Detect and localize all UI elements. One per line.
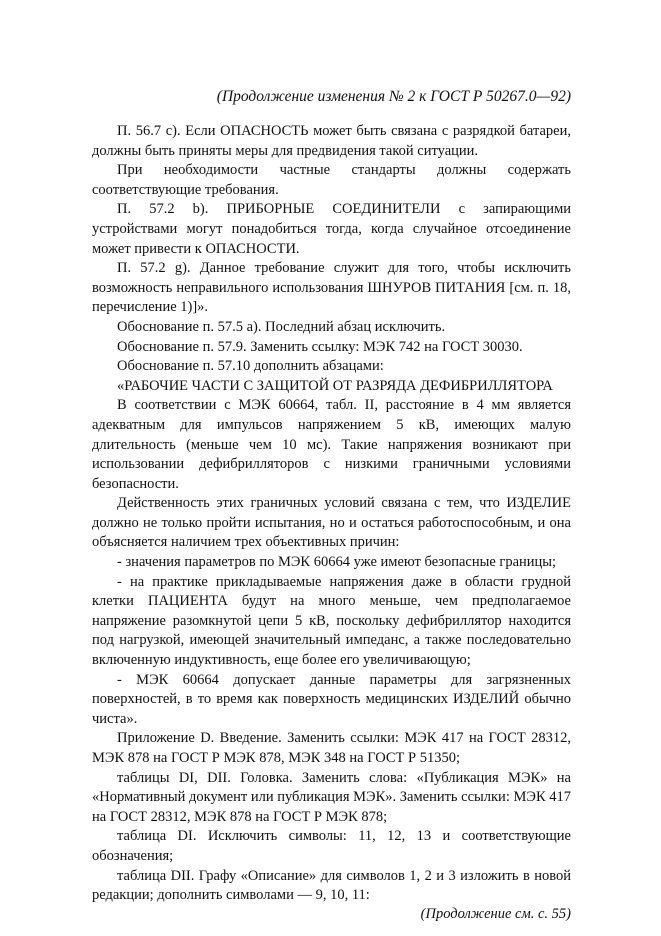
paragraph-tables-di-dii: таблицы DI, DII. Головка. Заменить слова: «Публикация МЭК» на «Нормативный документ или публикация МЭК». Заменить ссылки: МЭК 417 на ГОСТ 28312, МЭК 878 на ГОСТ Р МЭК 878;: [92, 769, 571, 825]
paragraph-rationale-57-9: Обоснование п. 57.9. Заменить ссылку: МЭК 742 на ГОСТ 30030.: [117, 338, 523, 355]
document-body: [92, 122, 571, 922]
list-item-safe-margins: - значения параметров по МЭК 60664 уже имеют безопасные границы;: [117, 554, 557, 571]
paragraph-57-2g: П. 57.2 g). Данное требование служит для того, чтобы исключить возможность неправильного использования ШНУРОВ ПИТАНИЯ [см. п. 18, перечисление 1)]».: [92, 260, 571, 316]
paragraph-rationale-57-10: Обоснование п. 57.10 дополнить абзацами:: [117, 358, 384, 375]
continuation-footer: (Продолжение см. с. 55): [420, 905, 571, 922]
paragraph-table-di: таблица DI. Исключить символы: 11, 12, 13 и соответствующие обозначения;: [92, 828, 571, 864]
paragraph-57-2b: П. 57.2 b). ПРИБОРНЫЕ СОЕДИНИТЕЛИ с запирающими устройствами могут понадобиться тогда, когда случайное отсоединение может привести к ОПАСНОСТИ.: [92, 201, 571, 257]
paragraph-effectiveness: Действенность этих граничных условий связана с тем, что ИЗДЕЛИЕ должно не только пройти испытания, но и остаться работоспособным, и она объясняется наличием трех объективных причин:: [92, 495, 571, 551]
paragraph-rationale-57-5a: Обоснование п. 57.5 а). Последний абзац исключить.: [117, 318, 446, 335]
paragraph-table-dii: таблица DII. Графу «Описание» для символов 1, 2 и 3 изложить в новой редакции; дополнить символами — 9, 10, 11:: [92, 867, 571, 904]
section-heading-defib: «РАБОЧИЕ ЧАСТИ С ЗАЩИТОЙ ОТ РАЗРЯДА ДЕФИБРИЛЛЯТОРА: [117, 377, 553, 394]
continuation-header: (Продолжение изменения № 2 к ГОСТ Р 50267.0—92): [216, 88, 571, 105]
paragraph-iec-60664: В соответствии с МЭК 60664, табл. II, расстояние в 4 мм является адекватным для импульсов напряжением 5 кВ, имеющих малую длительность (меньше чем 10 мс). Такие напряжения возникают при использовании дефибрилляторов с низкими граничными условиями безопасности.: [92, 397, 571, 492]
list-item-contaminated-surfaces: - МЭК 60664 допускает данные параметры для загрязненных поверхностей, в то время как поверхность медицинских ИЗДЕЛИЙ обычно чиста».: [92, 671, 571, 727]
list-item-patient-voltage: - на практике прикладываемые напряжения даже в области грудной клетки ПАЦИЕНТА будут на много меньше, чем предполагаемое напряжение разомкнутой цепи 5 кВ, поскольку дефибриллятор находится под нагрузкой, имеющей значительный импеданс, а также последовательно включенную индуктивность, еще более его увеличивающую;: [92, 573, 571, 669]
paragraph-annex-d: Приложение D. Введение. Заменить ссылки: МЭК 417 на ГОСТ 28312, МЭК 878 на ГОСТ Р МЭК 878, МЭК 348 на ГОСТ Р 51350;: [92, 730, 571, 766]
paragraph-special-standards: При необходимости частные стандарты должны содержать соответствующие требования.: [92, 162, 571, 198]
paragraph-56-7c: П. 56.7 с). Если ОПАСНОСТЬ может быть связана с разрядкой батареи, должны быть приняты меры для предвидения такой ситуации.: [92, 123, 571, 159]
